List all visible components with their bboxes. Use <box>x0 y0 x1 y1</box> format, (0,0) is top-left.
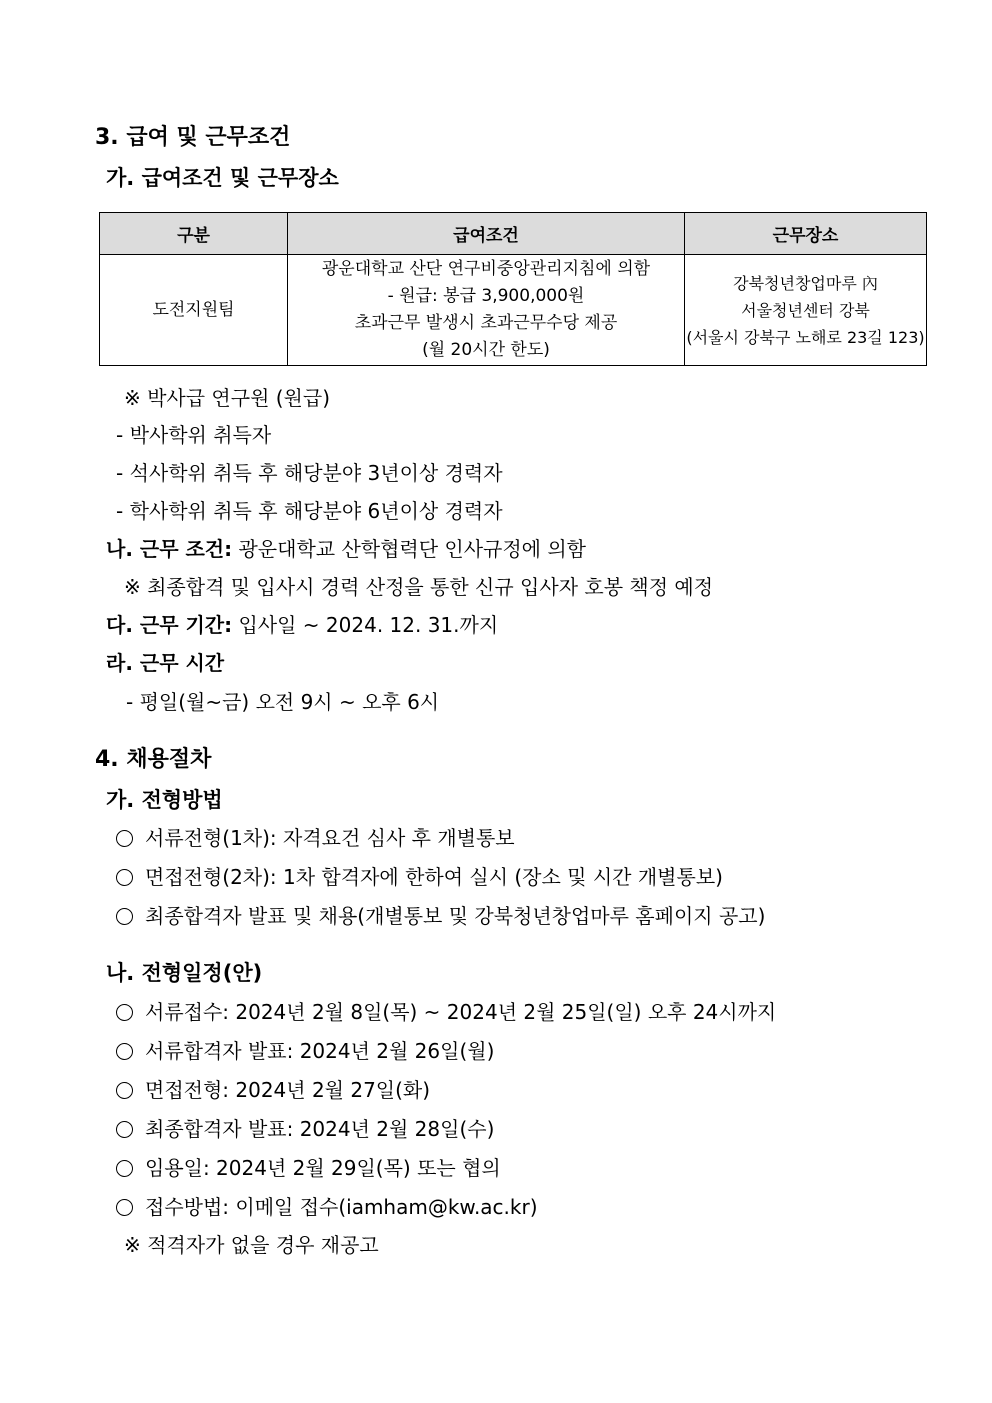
location-line: (서울시 강북구 노해로 23길 123) <box>686 327 925 347</box>
schedule-text: 서류합격자 발표: 2024년 2월 26일(월) <box>145 1039 495 1063</box>
list-item <box>116 824 515 852</box>
table-header-category: 구분 <box>100 213 288 255</box>
list-item <box>116 902 765 930</box>
circle-bullet-icon <box>116 830 133 847</box>
schedule-text: 최종합격자 발표: 2024년 2월 28일(수) <box>145 1117 495 1141</box>
method-text: 서류전형(1차): 자격요건 심사 후 개별통보 <box>145 826 515 850</box>
work-period-label: 다. 근무 기간: <box>106 613 233 637</box>
schedule-text: 면접전형: 2024년 2월 27일(화) <box>145 1078 431 1102</box>
pay-line: - 원급: 봉급 3,900,000원 <box>387 286 585 306</box>
list-item <box>116 1154 501 1182</box>
location-line: 서울청년센터 강북 <box>741 300 870 320</box>
table-cell-location <box>685 255 927 366</box>
table-header-row <box>100 213 927 255</box>
work-conditions-note: ※ 최종합격 및 입사시 경력 산정을 통한 신규 입사자 호봉 책정 예정 <box>124 575 714 599</box>
list-item <box>116 863 723 891</box>
circle-bullet-icon <box>116 908 133 925</box>
work-hours-label: 라. 근무 시간 <box>106 651 225 675</box>
work-conditions-label: 나. 근무 조건: <box>106 537 233 561</box>
work-period-line <box>106 611 498 639</box>
method-text: 최종합격자 발표 및 채용(개별통보 및 강북청년창업마루 홈페이지 공고) <box>145 904 766 928</box>
section-4-subheading-ga: 가. 전형방법 <box>106 788 223 812</box>
circle-bullet-icon <box>116 1043 133 1060</box>
schedule-text: 임용일: 2024년 2월 29일(목) 또는 협의 <box>145 1156 501 1180</box>
footnote: ※ 적격자가 없을 경우 재공고 <box>124 1233 379 1257</box>
table-header-location: 근무장소 <box>685 213 927 255</box>
pay-conditions-table <box>99 212 927 366</box>
table-cell-pay <box>288 255 685 366</box>
list-item <box>116 1115 494 1143</box>
circle-bullet-icon <box>116 1121 133 1138</box>
work-conditions-text: 광운대학교 산학협력단 인사규정에 의함 <box>232 537 586 561</box>
method-text: 면접전형(2차): 1차 합격자에 한하여 실시 (장소 및 시간 개별통보) <box>145 865 723 889</box>
table-row <box>100 255 927 366</box>
circle-bullet-icon <box>116 1082 133 1099</box>
section-3-title: 3. 급여 및 근무조건 <box>95 125 291 150</box>
note-line: - 박사학위 취득자 <box>116 423 272 447</box>
note-line: ※ 박사급 연구원 (원급) <box>124 386 330 410</box>
circle-bullet-icon <box>116 1004 133 1021</box>
work-period-text: 입사일 ~ 2024. 12. 31.까지 <box>232 613 499 637</box>
section-3-subheading-ga: 가. 급여조건 및 근무장소 <box>106 166 339 190</box>
list-item <box>116 1193 538 1221</box>
circle-bullet-icon <box>116 1160 133 1177</box>
circle-bullet-icon <box>116 869 133 886</box>
list-item <box>116 998 776 1026</box>
pay-line: (월 20시간 한도) <box>422 340 550 360</box>
work-hours-text: - 평일(월~금) 오전 9시 ~ 오후 6시 <box>126 690 440 714</box>
table-header-pay: 급여조건 <box>288 213 685 255</box>
work-conditions-line <box>106 535 586 563</box>
table-cell-category: 도전지원팀 <box>100 255 288 366</box>
list-item <box>116 1076 430 1104</box>
list-item <box>116 1037 494 1065</box>
pay-line: 광운대학교 산단 연구비중앙관리지침에 의함 <box>321 259 651 279</box>
note-line: - 석사학위 취득 후 해당분야 3년이상 경력자 <box>116 461 503 485</box>
section-4-subheading-na: 나. 전형일정(안) <box>106 961 263 985</box>
schedule-text: 접수방법: 이메일 접수(iamham@kw.ac.kr) <box>145 1195 538 1219</box>
schedule-text: 서류접수: 2024년 2월 8일(목) ~ 2024년 2월 25일(일) 오후 24시까지 <box>145 1000 777 1024</box>
note-line: - 학사학위 취득 후 해당분야 6년이상 경력자 <box>116 499 503 523</box>
pay-line: 초과근무 발생시 초과근무수당 제공 <box>354 313 618 333</box>
location-line: 강북청년창업마루 內 <box>733 273 878 293</box>
section-4-title: 4. 채용절차 <box>95 747 212 772</box>
circle-bullet-icon <box>116 1199 133 1216</box>
